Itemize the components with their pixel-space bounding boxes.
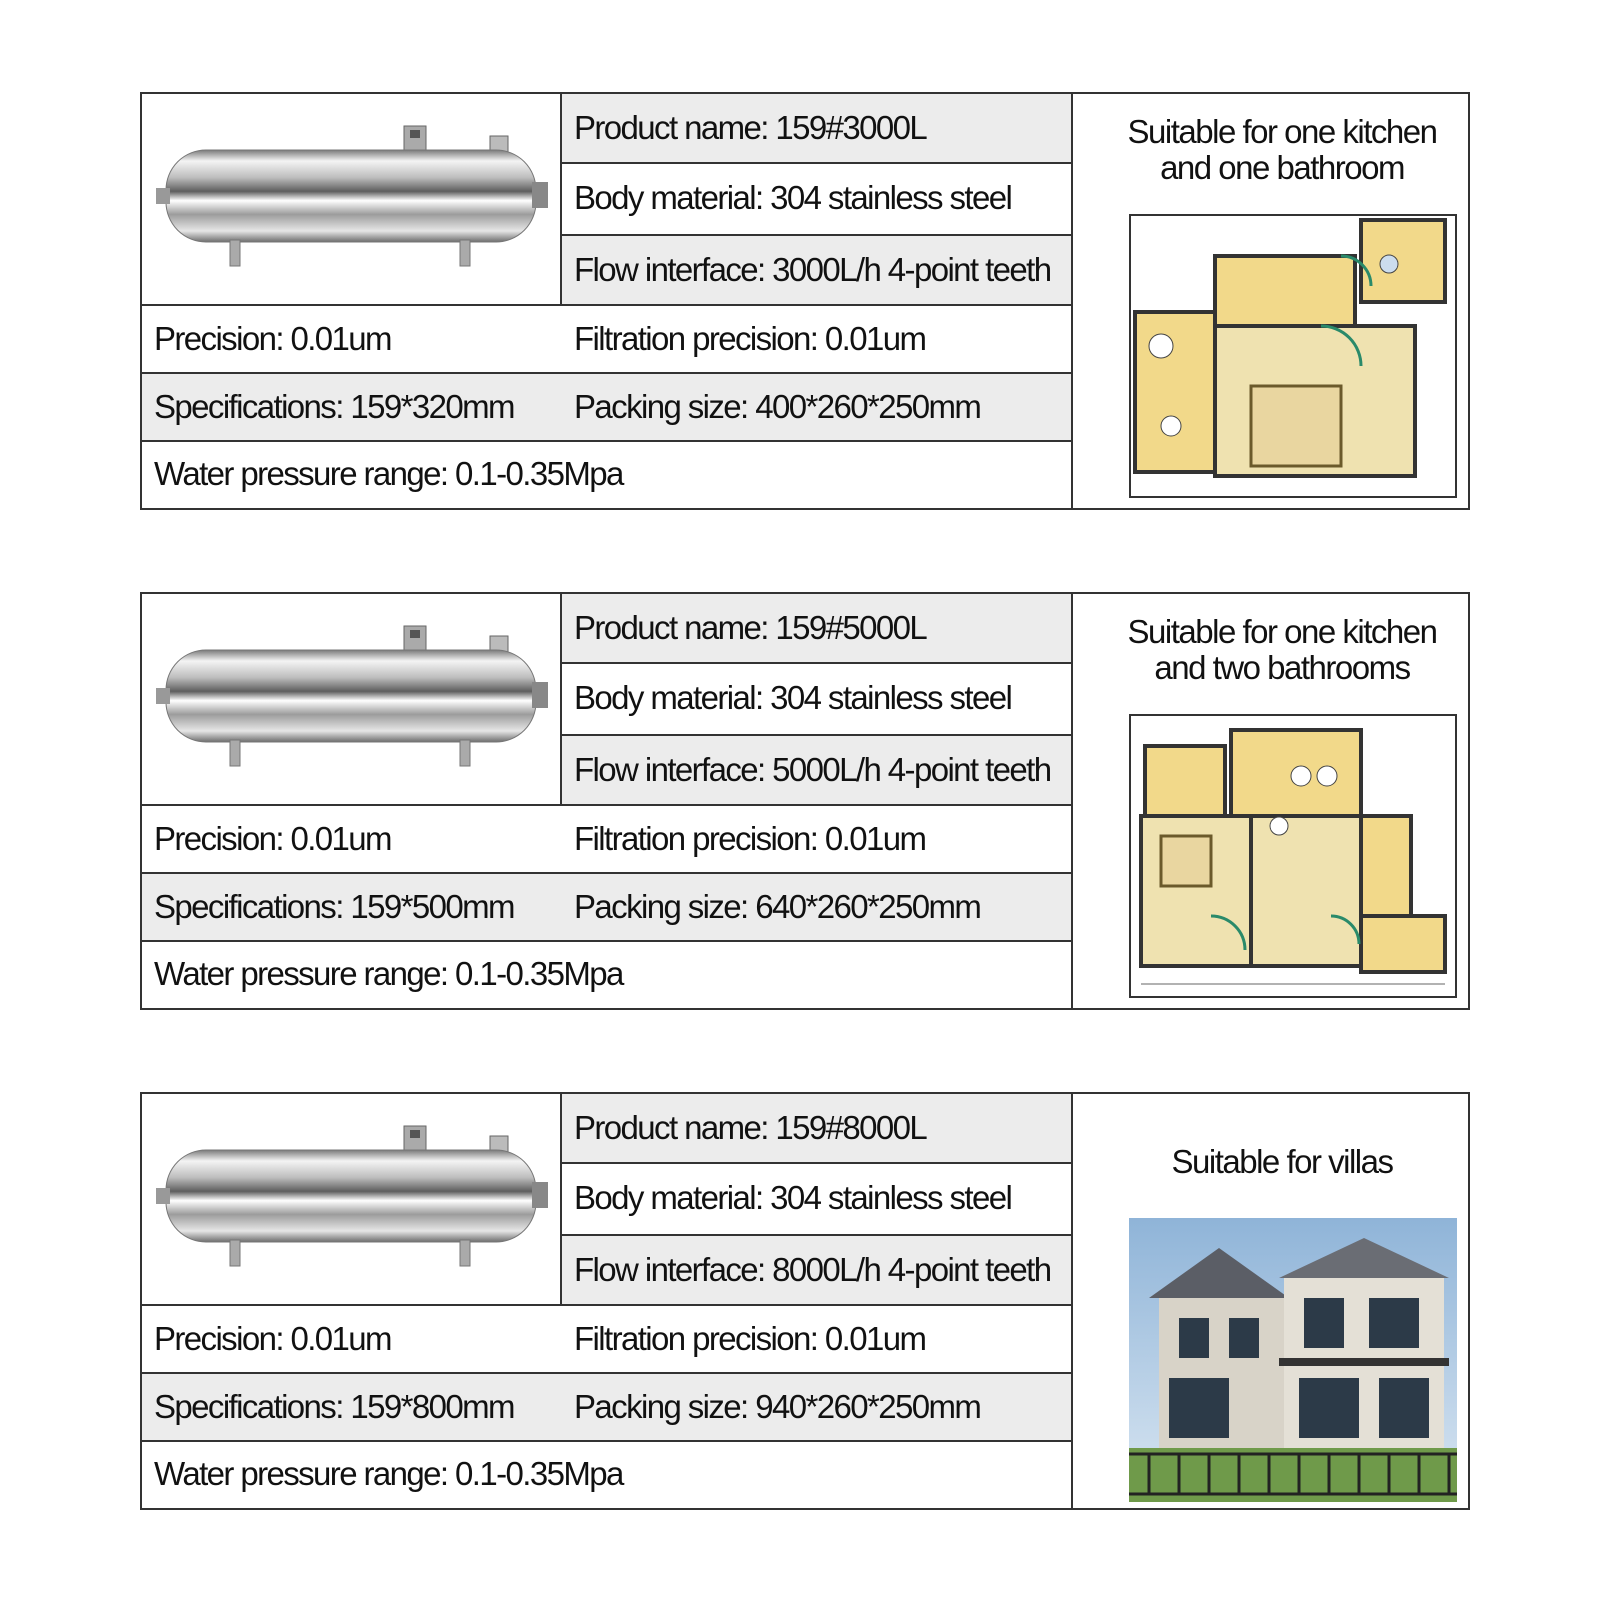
specifications: Specifications: 159*800mm bbox=[142, 1374, 562, 1440]
precision: Precision: 0.01um bbox=[154, 1320, 391, 1357]
suitability-line-1: Suitable for one kitchen bbox=[1127, 113, 1437, 150]
filtration-precision: Filtration precision: 0.01um bbox=[574, 820, 926, 857]
floor-plan-image bbox=[1129, 214, 1457, 498]
suitability-title bbox=[1097, 114, 1467, 186]
precision: Precision: 0.01um bbox=[154, 320, 391, 357]
filter-housing-image bbox=[142, 1094, 572, 1310]
villa-photo bbox=[1129, 1218, 1457, 1502]
specifications: Specifications: 159*320mm bbox=[142, 374, 562, 440]
suitability-line-1: Suitable for villas bbox=[1171, 1143, 1393, 1180]
filter-housing-image bbox=[142, 94, 572, 310]
product-card-8000l bbox=[140, 1092, 1470, 1510]
product-name: Product name: 159#3000L bbox=[562, 94, 1071, 162]
water-pressure-range: Water pressure range: 0.1-0.35Mpa bbox=[154, 455, 623, 492]
packing-size: Packing size: 400*260*250mm bbox=[562, 374, 1071, 440]
water-pressure-range: Water pressure range: 0.1-0.35Mpa bbox=[154, 955, 623, 992]
product-card-5000l bbox=[140, 592, 1470, 1010]
suitability-line-2: and one bathroom bbox=[1160, 149, 1404, 186]
suitability-line-1: Suitable for one kitchen bbox=[1127, 613, 1437, 650]
packing-size: Packing size: 640*260*250mm bbox=[562, 874, 1071, 940]
specifications: Specifications: 159*500mm bbox=[142, 874, 562, 940]
suitability-title bbox=[1097, 1144, 1467, 1180]
floor-plan-image bbox=[1129, 714, 1457, 998]
precision: Precision: 0.01um bbox=[154, 820, 391, 857]
body-material: Body material: 304 stainless steel bbox=[574, 179, 1012, 216]
flow-interface: Flow interface: 5000L/h 4-point teeth bbox=[562, 736, 1071, 804]
body-material: Body material: 304 stainless steel bbox=[574, 1179, 1012, 1216]
filtration-precision: Filtration precision: 0.01um bbox=[574, 1320, 926, 1357]
suitability-line-2: and two bathrooms bbox=[1154, 649, 1410, 686]
flow-interface: Flow interface: 8000L/h 4-point teeth bbox=[562, 1236, 1071, 1304]
product-name: Product name: 159#8000L bbox=[562, 1094, 1071, 1162]
body-material: Body material: 304 stainless steel bbox=[574, 679, 1012, 716]
suitability-title bbox=[1097, 614, 1467, 686]
filter-housing-image bbox=[142, 594, 572, 810]
product-card-3000l bbox=[140, 92, 1470, 510]
flow-interface: Flow interface: 3000L/h 4-point teeth bbox=[562, 236, 1071, 304]
filtration-precision: Filtration precision: 0.01um bbox=[574, 320, 926, 357]
product-name: Product name: 159#5000L bbox=[562, 594, 1071, 662]
water-pressure-range: Water pressure range: 0.1-0.35Mpa bbox=[154, 1455, 623, 1492]
packing-size: Packing size: 940*260*250mm bbox=[562, 1374, 1071, 1440]
